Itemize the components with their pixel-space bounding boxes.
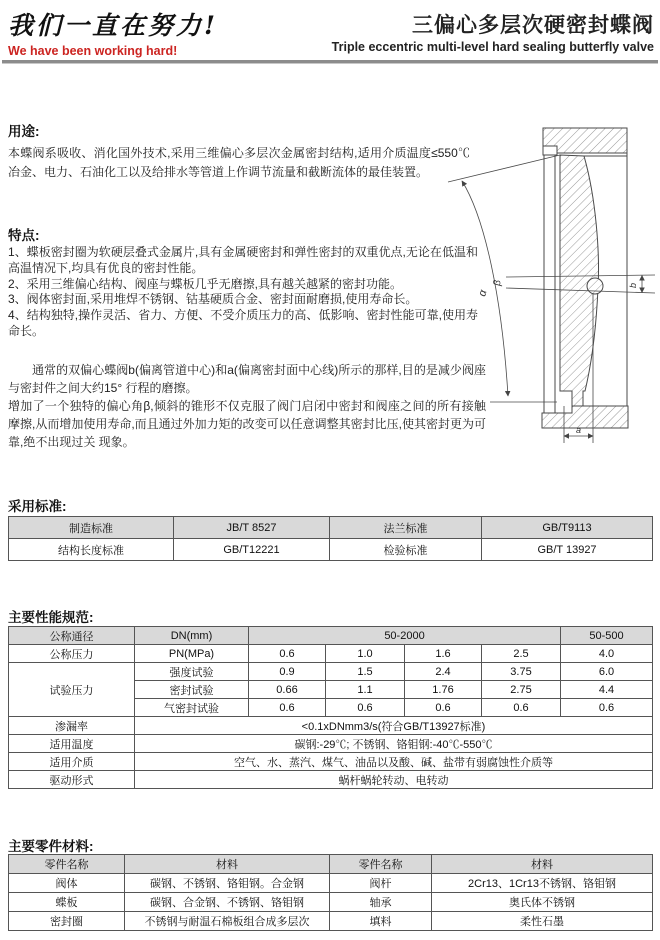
feature-item: 1、蝶板密封圈为软硬层叠式金属片,具有金属硬密封和弹性密封的双重优点,无论在低温和高温情况下,均具有优良的密封性能。 xyxy=(8,245,478,275)
pn-value-cell: 1.6 xyxy=(405,645,482,663)
valve-shaft xyxy=(587,278,603,294)
materials-cell: 不锈钢与耐温石棉板组合成多层次 xyxy=(125,912,330,931)
pn-value-cell: 4.0 xyxy=(561,645,653,663)
seat-ring xyxy=(543,146,557,155)
pn-value-cell: 1.0 xyxy=(326,645,405,663)
pn-unit-cell: PN(MPa) xyxy=(135,645,249,663)
standards-cell: 结构长度标准 xyxy=(9,539,174,561)
seal-value-cell: 1.1 xyxy=(326,681,405,699)
materials-cell: 2Cr13、1Cr13不锈钢、铬钼钢 xyxy=(432,874,653,893)
strength-value-cell: 3.75 xyxy=(482,663,561,681)
leak-rate-row xyxy=(9,717,653,735)
product-title-cn: 三偏心多层次硬密封蝶阀 xyxy=(412,14,654,37)
materials-table xyxy=(8,854,653,931)
materials-heading: 主要零件材料: xyxy=(8,839,94,854)
beta-angle-label: β xyxy=(492,279,504,287)
standards-cell: 制造标准 xyxy=(9,517,174,539)
standards-table xyxy=(8,516,653,561)
performance-heading: 主要性能规范: xyxy=(8,610,94,625)
description-paragraph-2: 增加了一个独特的偏心角β,倾斜的锥形不仅克服了阀门启闭中密封和阀座之间的所有接触摩擦,从而增加使用寿命,而且通过外加力矩的改变可以任意调整其密封比压,使其密封更为可靠,绝不出现过关 现象。 xyxy=(8,399,487,449)
strength-value-cell: 6.0 xyxy=(561,663,653,681)
pn-value-cell: 0.6 xyxy=(249,645,326,663)
materials-cell: 柔性石墨 xyxy=(432,912,653,931)
standards-cell: GB/T 13927 xyxy=(482,539,653,561)
seal-value-cell: 1.76 xyxy=(405,681,482,699)
seal-label-cell: 密封试验 xyxy=(135,681,249,699)
header-divider xyxy=(2,60,658,64)
usage-heading: 用途: xyxy=(8,124,40,139)
materials-header-cell: 材料 xyxy=(432,855,653,874)
standards-row xyxy=(9,539,653,561)
standards-cell: JB/T 8527 xyxy=(174,517,330,539)
standards-cell: GB/T12221 xyxy=(174,539,330,561)
materials-cell: 阀杆 xyxy=(330,874,432,893)
materials-header-cell: 零件名称 xyxy=(330,855,432,874)
features-heading: 特点: xyxy=(8,228,40,243)
materials-row xyxy=(9,912,653,931)
materials-cell: 填料 xyxy=(330,912,432,931)
standards-cell: 检验标准 xyxy=(330,539,482,561)
performance-table xyxy=(8,626,653,789)
standards-cell: 法兰标准 xyxy=(330,517,482,539)
air-value-cell: 0.6 xyxy=(561,699,653,717)
air-label-cell: 气密封试验 xyxy=(135,699,249,717)
media-row xyxy=(9,753,653,771)
materials-header-row xyxy=(9,855,653,874)
temp-label-cell: 适用温度 xyxy=(9,735,135,753)
air-value-cell: 0.6 xyxy=(482,699,561,717)
leak-label-cell: 渗漏率 xyxy=(9,717,135,735)
strength-label-cell: 强度试验 xyxy=(135,663,249,681)
air-value-cell: 0.6 xyxy=(326,699,405,717)
test-pressure-label-cell: 试验压力 xyxy=(9,663,135,717)
standards-heading: 采用标准: xyxy=(8,499,67,514)
air-value-cell: 0.6 xyxy=(405,699,482,717)
materials-header-cell: 材料 xyxy=(125,855,330,874)
product-title-block xyxy=(332,9,654,54)
brand-slogan-en: We have been working hard! xyxy=(8,44,178,58)
drive-label-cell: 驱动形式 xyxy=(9,771,135,789)
materials-cell: 奥氏体不锈钢 xyxy=(432,893,653,912)
dn-range-side-cell: 50-500 xyxy=(561,627,653,645)
materials-cell: 轴承 xyxy=(330,893,432,912)
seal-value-cell: 0.66 xyxy=(249,681,326,699)
pn-label-cell: 公称压力 xyxy=(9,645,135,663)
a-dimension-label: a xyxy=(576,425,582,435)
materials-row xyxy=(9,874,653,893)
air-value-cell: 0.6 xyxy=(249,699,326,717)
eccentric-description xyxy=(8,361,486,451)
materials-cell: 密封圈 xyxy=(9,912,125,931)
seal-value-cell: 4.4 xyxy=(561,681,653,699)
materials-cell: 蝶板 xyxy=(9,893,125,912)
valve-section-drawing xyxy=(440,98,660,450)
media-label-cell: 适用介质 xyxy=(9,753,135,771)
strength-test-row xyxy=(9,663,653,681)
temperature-row xyxy=(9,735,653,753)
dn-label-cell: 公称通径 xyxy=(9,627,135,645)
drive-row xyxy=(9,771,653,789)
materials-row xyxy=(9,893,653,912)
standards-cell: GB/T9113 xyxy=(482,517,653,539)
materials-cell: 碳钢、合金钢、不锈钢、铬钼钢 xyxy=(125,893,330,912)
product-title-en: Triple eccentric multi-level hard sealing butterfly valve xyxy=(331,40,654,54)
strength-value-cell: 0.9 xyxy=(249,663,326,681)
leak-value-cell: <0.1xDNmm3/s(符合GB/T13927标准) xyxy=(135,717,653,735)
alpha-upper-line xyxy=(448,155,560,182)
brand-block xyxy=(8,6,218,58)
temp-value-cell: 碳钢:-29℃; 不锈钢、铬钼钢:-40℃-550℃ xyxy=(135,735,653,753)
materials-cell: 碳钢、不锈钢、铬钼钢。合金钢 xyxy=(125,874,330,893)
feature-item: 2、采用三维偏心结构、阀座与蝶板几乎无磨擦,具有越关越紧的密封功能。 xyxy=(8,276,403,291)
feature-item: 3、阀体密封面,采用堆焊不锈钢、钴基硬质合金、密封面耐磨损,使用寿命长。 xyxy=(8,292,418,307)
pn-row xyxy=(9,645,653,663)
pn-value-cell: 2.5 xyxy=(482,645,561,663)
features-list xyxy=(8,245,478,340)
dn-unit-cell: DN(mm) xyxy=(135,627,249,645)
seal-value-cell: 2.75 xyxy=(482,681,561,699)
feature-item: 4、结构独特,操作灵活、省力、方便、不受介质压力的高、低影响、密封性能可靠,使用寿命长。 xyxy=(8,308,478,338)
drive-value-cell: 蜗杆蜗轮转动、电转动 xyxy=(135,771,653,789)
performance-header-row xyxy=(9,627,653,645)
brand-slogan-cn: 我们一直在努力! xyxy=(8,11,218,40)
strength-value-cell: 2.4 xyxy=(405,663,482,681)
media-value-cell: 空气、水、蒸汽、煤气、油品以及酸、碱、盐带有弱腐蚀性介质等 xyxy=(135,753,653,771)
strength-value-cell: 1.5 xyxy=(326,663,405,681)
materials-header-cell: 零件名称 xyxy=(9,855,125,874)
alpha-angle-label: α xyxy=(476,288,490,298)
materials-cell: 阀体 xyxy=(9,874,125,893)
alpha-arc xyxy=(462,181,508,396)
description-paragraph-1: 通常的双偏心蝶阀b(偏离管道中心)和a(偏离密封面中心线)所示的那样,目的是减少阀座与密封件之间大约15° 行程的磨擦。 xyxy=(8,363,486,395)
usage-paragraph: 本蝶阀系吸收、消化国外技术,采用三维偏心多层次金属密封结构,适用介质温度≤550℃冶金、电力、石油化工以及给排水等管道上作调节流量和截断流体的最佳装置。 xyxy=(8,146,470,179)
standards-row xyxy=(9,517,653,539)
dn-range-main-cell: 50-2000 xyxy=(249,627,561,645)
b-dimension-label: b xyxy=(628,282,638,288)
